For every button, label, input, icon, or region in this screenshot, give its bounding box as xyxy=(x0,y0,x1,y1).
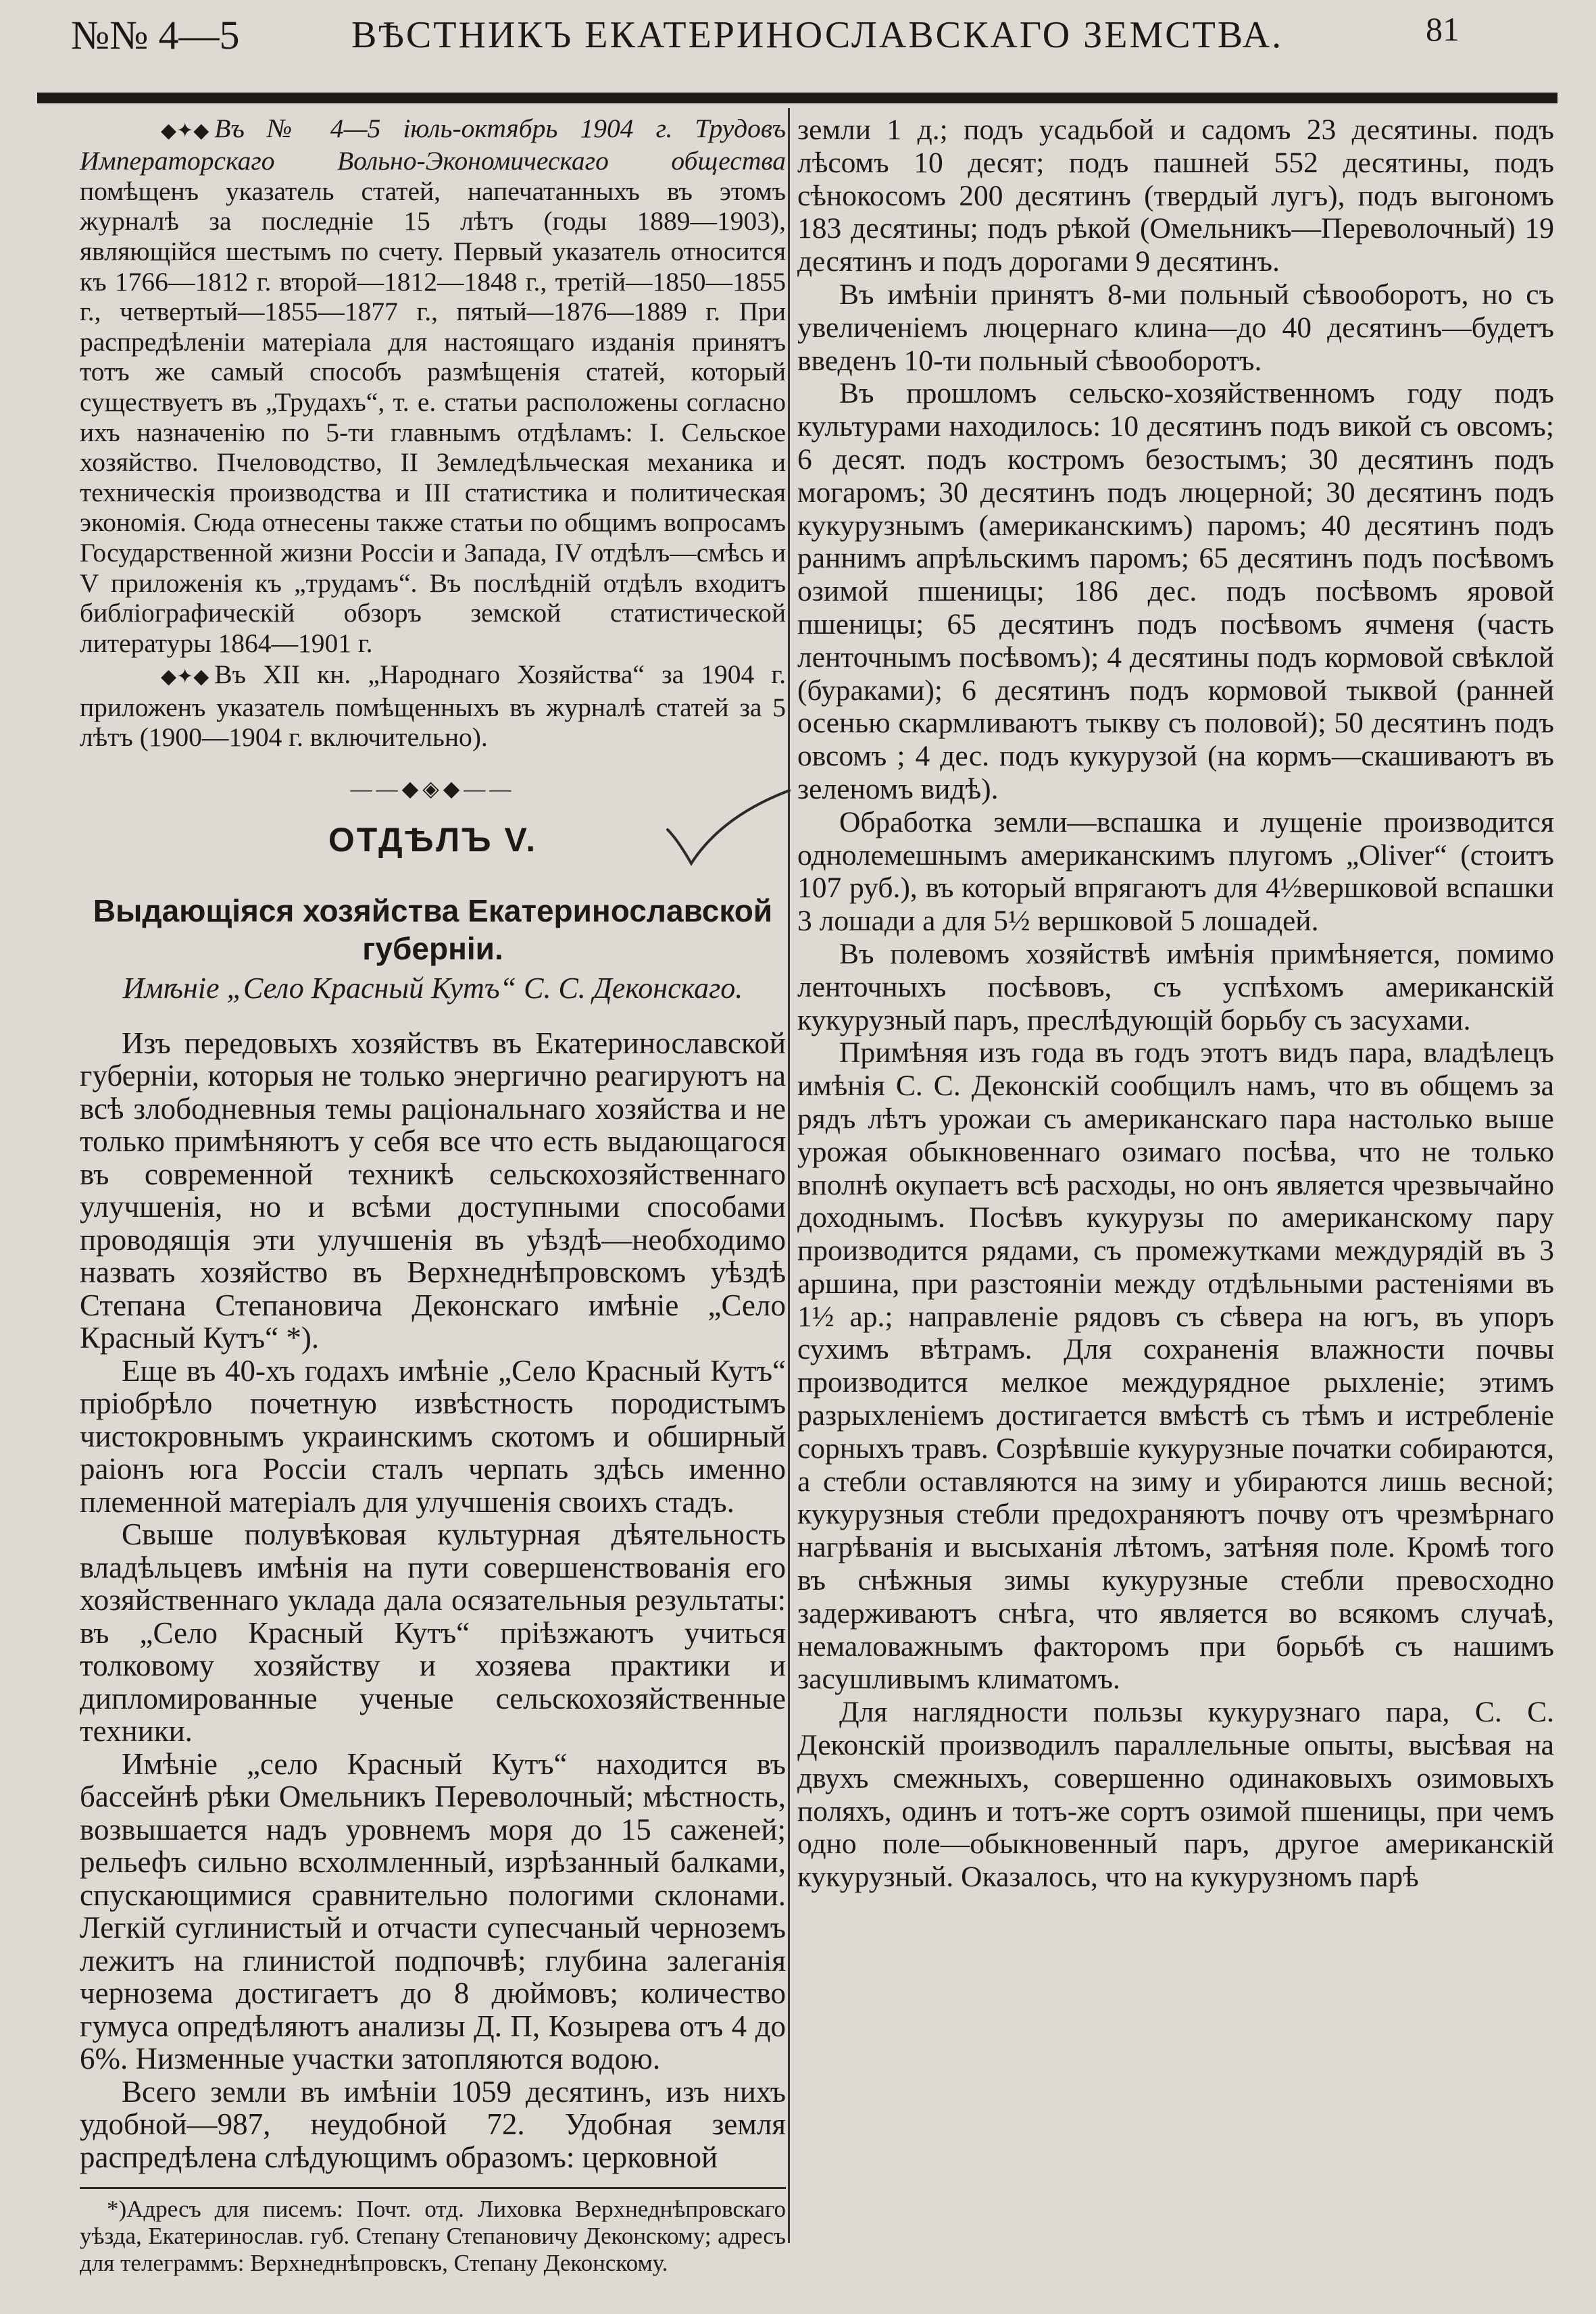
article-title: Выдающіяся хозяйства Екатеринославской губерніи. xyxy=(93,892,773,966)
right-column xyxy=(797,114,1554,1894)
paragraph: Примѣняя изъ года въ годъ этотъ видъ пара, владѣлецъ имѣнія С. С. Деконскій сообщилъ намъ, что въ общемъ за рядъ лѣтъ урожаи съ американскаго пара настолько выше урожая обыкновеннаго озимаго посѣва, что не только вполнѣ окупаетъ всѣ расходы, но онъ является чрезвычайно доходнымъ. Посѣвъ кукурузы по американскому пару производится рядами, съ промежутками междурядій въ 3 аршина, при разстояніи между отдѣльными растеніями въ 1½ ар.; направленіе рядовъ съ сѣвера на югъ, въ упоръ сухимъ вѣтрамъ. Для сохраненія влажности почвы производится мелкое междурядное рыхленіе; этимъ разрыхленіемъ достигается вмѣстѣ съ тѣмъ и истребленіе сорныхъ травъ. Созрѣвшіе кукурузные початки собираются, а стебли оставляются на зиму и убираются лишь весной; кукурузныя стебли предохраняютъ почву отъ чрезмѣрнаго нагрѣванія и высыханія лѣтомъ, затѣняя поле. Кромѣ того въ снѣжныя зимы кукурузные стебли превосходно задерживаютъ снѣга, что является во всякомъ случаѣ, немаловажнымъ факторомъ при борьбѣ съ нашимъ засушливымъ климатомъ. xyxy=(797,1036,1554,1696)
paragraph: Изъ передовыхъ хозяйствъ въ Екатеринославской губерніи, которыя не только энергично реагируютъ на всѣ злободневныя темы раціональнаго хозяйства и не только примѣняютъ у себя все что есть выдающагося въ современной техникѣ сельскохозяйственнаго улучшенія, но и всѣми доступными способами проводящія эти улучшенія въ уѣздѣ—необходимо назвать хозяйство въ Верхнеднѣпровскомъ уѣздѣ Степана Степановича Деконскаго имѣніе „Село Красный Кутъ“ *). xyxy=(80,1026,786,1355)
paragraph: Въ полевомъ хозяйствѣ имѣнія примѣняется, помимо ленточныхъ посѣвовъ, съ успѣхомъ американскій кукурузный паръ, преслѣдующій борьбу съ засухами. xyxy=(797,937,1554,1036)
paragraph: Всего земли въ имѣніи 1059 десятинъ, изъ нихъ удобной—987, неудобной 72. Удобная земля распредѣлена слѣдующимъ образомъ: церковной xyxy=(80,2074,786,2174)
footnote xyxy=(80,2187,786,2277)
notice-1-text: помѣщенъ указатель статей, напечатанныхъ въ этомъ журналѣ за последніе 15 лѣтъ (годы 1889—1903), являющійся шестымъ по счету. Первый указатель относится къ 1766—1812 г. второй—1812—1848 г., третій—1850—1855 г., четвертый—1855—1877 г., пятый—1876—1889 г. При распредѣленіи матеріала для настоящаго изданія принятъ тотъ же самый способъ размѣщенія статей, который существуетъ въ „Трудахъ“, т. е. статьи расположены согласно ихъ назначенію по 5-ти главнымъ отдѣламъ: I. Сельское хозяйство. Пчеловодство, II Земледѣльческая механика и техническія производства и III статистика и политическая экономія. Сюда отнесены также статьи по общимъ вопросамъ Государственной жизни Россіи и Запада, IV отдѣлъ—смѣсь и V приложенія къ „трудамъ“. Въ послѣдній отдѣлъ входитъ библіографическій обзоръ земской статистической литературы 1864—1901 г. xyxy=(80,176,786,658)
paragraph: Обработка земли—вспашка и лущеніе производится однолемешнымъ американскимъ плугомъ „Oliver“ (стоитъ 107 руб.), въ который впрягаютъ для 4½вершковой вспашки 3 лошади а для 5½ вершковой 5 лошадей. xyxy=(797,805,1554,938)
section-title: ОТДѢЛЪ V. xyxy=(328,820,538,859)
left-column xyxy=(80,114,786,2277)
left-body xyxy=(80,1027,786,2174)
checkmark-icon xyxy=(661,789,796,870)
issue-number: №№ 4—5 xyxy=(71,13,240,57)
header-rule xyxy=(37,93,1557,103)
section-row xyxy=(80,809,786,870)
page-number: 81 xyxy=(1426,10,1460,48)
notice-1-lead: Въ № 4—5 іюль-октябрь 1904 г. Трудовъ Императорскаго Вольно-Экономическаго общества xyxy=(80,114,786,176)
page-header xyxy=(0,0,1596,95)
ornament-divider-icon: ——◆◈◆—— xyxy=(350,776,516,801)
paragraph: Еще въ 40-хъ годахъ имѣніе „Село Красный Кутъ“ пріобрѣло почетную извѣстность породистымъ чистокровнымъ украинскимъ скотомъ и обширный раіонъ юга Россіи сталъ черпать здѣсь именно племенной матеріалъ для улучшенія своихъ стадъ. xyxy=(80,1353,786,1519)
notice-2 xyxy=(80,659,786,752)
ornament-hand-icon: ◆✦◆ xyxy=(161,119,209,142)
publication-title: ВѢСТНИКЪ ЕКАТЕРИНОСЛАВСКАГО ЗЕМСТВА. xyxy=(351,14,1284,56)
paragraph: Имѣніе „село Красный Кутъ“ находится въ бассейнѣ рѣки Омельникъ Переволочный; мѣстность, возвышается надъ уровнемъ моря до 15 саженей; рельефъ сильно всхолмленный, изрѣзанный балками, спускающимися сравнительно пологими склонами. Легкій суглинистый и отчасти супесчаный черноземъ лежитъ на глинистой подпочвѣ; глубина залеганія чернозема достигаетъ до 8 дюймовъ; количество гумуса опредѣляютъ анализы Д. П, Козырева отъ 4 до 6%. Низменные участки затопляются водою. xyxy=(80,1746,786,2076)
paragraph: земли 1 д.; подъ усадьбой и садомъ 23 десятины. подъ лѣсомъ 10 десят; подъ пашней 552 десятины, подъ сѣнокосомъ 200 десятинъ (твердый лугъ), подъ выгономъ 183 десятины; подъ рѣкой (Омельникъ—Переволочный) 19 десятинъ и подъ дорогами 9 десятинъ. xyxy=(797,114,1554,278)
paragraph: Въ имѣніи принятъ 8-ми польный сѣвооборотъ, но съ увеличеніемъ люцернаго клина—до 40 десятинъ—будетъ введенъ 10-ти польный сѣвооборотъ. xyxy=(797,278,1554,377)
paragraph: Свыше полувѣковая культурная дѣятельность владѣльцевъ имѣнія на пути совершенствованія его хозяйственнаго уклада дала осязательныя результаты: въ „Село Красный Кутъ“ пріѣзжаютъ учиться толковому хозяйству и хозяева практики и дипломированные ученые сельскохозяйственные техники. xyxy=(80,1517,786,1749)
column-divider xyxy=(788,108,790,2243)
notice-1 xyxy=(80,114,786,658)
footnote-text: *)Адресъ для писемъ: Почт. отд. Лиховка Верхнеднѣпровскаго уѣзда, Екатеринослав. губ. Степану Степановичу Деконскому; адресъ для телеграммъ: Верхнеднѣпровскъ, Степану Деконскому. xyxy=(80,2196,786,2277)
ornament-hand-icon: ◆✦◆ xyxy=(161,665,209,688)
notice-2-text: Въ XII кн. „Народнаго Хозяйства“ за 1904 г. приложенъ указатель помѣщенныхъ въ журналѣ статей за 5 лѣтъ (1900—1904 г. включительно). xyxy=(80,659,786,753)
article-subtitle: Имѣніе „Село Красный Кутъ“ С. С. Деконскаго. xyxy=(122,971,743,1005)
paragraph: Въ прошломъ сельско-хозяйственномъ году подъ культурами находилось: 10 десятинъ подъ викой съ овсомъ; 6 десят. подъ костромъ безостымъ; 30 десятинъ подъ могаромъ; 30 десятинъ подъ люцерной; 30 десятинъ подъ кукурузнымъ (американскимъ) паромъ; 40 десятинъ подъ раннимъ апрѣльскимъ паромъ; 65 десятинъ подъ посѣвомъ озимой пшеницы; 186 дес. подъ посѣвомъ яровой пшеницы; 65 десятинъ подъ посѣвомъ ячменя (часть ленточнымъ посѣвомъ); 4 десятины подъ кормовой свѣклой (бураками); 6 десятинъ подъ кормовой тыквой (ранней осенью скармливаютъ тыкву съ половой); 50 десятинъ подъ овсомъ ; 4 дес. подъ кукурузой (на кормъ—скашиваютъ въ зеленомъ видѣ). xyxy=(797,377,1554,805)
paragraph: Для наглядности пользы кукурузнаго пара, С. С. Деконскій производилъ параллельные опыты, высѣвая на двухъ смежныхъ, совершенно одинаковыхъ озимовыхъ поляхъ, одинъ и тотъ-же сортъ озимой пшеницы, при чемъ одно поле—обыкновенный паръ, другое американскій кукурузный. Оказалось, что на кукурузномъ парѣ xyxy=(797,1696,1554,1894)
